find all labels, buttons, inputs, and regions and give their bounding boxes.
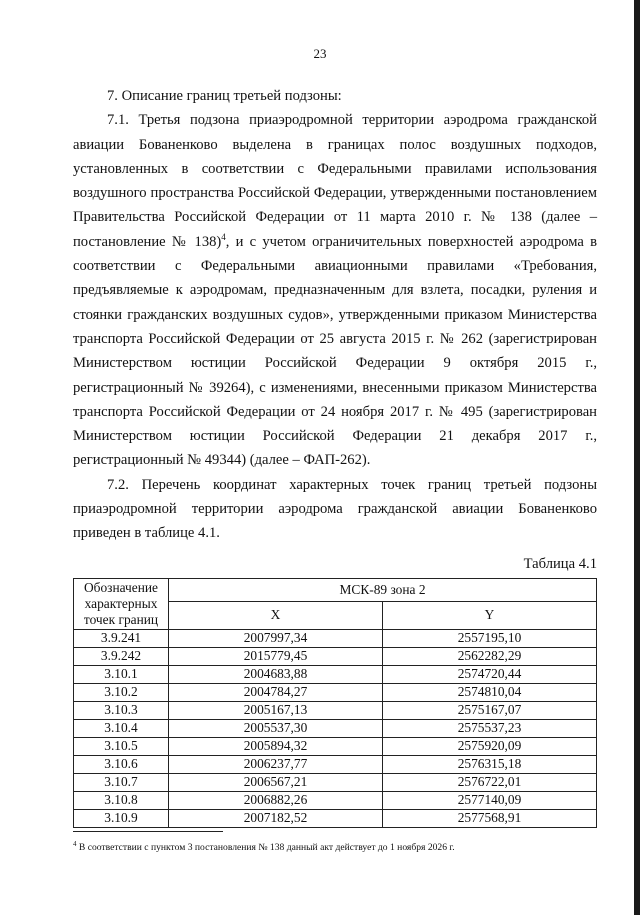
cell-y: 2574720,44 [383, 665, 597, 683]
cell-x: 2015779,45 [169, 647, 383, 665]
paragraph-7-1 [73, 108, 597, 472]
cell-point: 3.10.4 [74, 719, 169, 737]
cell-point: 3.9.242 [74, 647, 169, 665]
document-body [73, 84, 597, 828]
table-row [74, 809, 597, 827]
table-row [74, 683, 597, 701]
cell-y: 2576315,18 [383, 755, 597, 773]
header-coordinate-system: МСК-89 зона 2 [169, 578, 597, 601]
cell-y: 2577568,91 [383, 809, 597, 827]
page-number: 23 [313, 46, 327, 61]
paragraph-7-1-continued: , и с учетом ограничительных поверхностей аэродрома в соответствии с Федеральными авиационными правилами «Требования, предъявляемые к аэродромам, предназначенным для взлета, посадки, руления и стоянки гражданских воздушных судов», утвержденными приказом Министерства транспорта Российской Федерации от 25 августа 2015 г. № 262 (зарегистрирован Министерством юстиции Российской Федерации 9 октября 2015 г., регистрационный № 39264), с изменениями, внесенными приказом Министерства транспорта Российской Федерации от 24 ноября 2017 г. № 495 (зарегистрирован Министерством юстиции Российской Федерации 21 декабря 2017 г., регистрационный № 49344) (далее – ФАП-262). [73, 233, 597, 469]
footnote-divider [73, 831, 223, 832]
table-body [74, 629, 597, 827]
table-row [74, 701, 597, 719]
paragraph-7-2: 7.2. Перечень координат характерных точек границ третьей подзоны приаэродромной территории аэродрома гражданской авиации Бованенково приведен в таблице 4.1. [73, 476, 597, 542]
table-row [74, 791, 597, 809]
cell-point: 3.10.6 [74, 755, 169, 773]
cell-point: 3.10.8 [74, 791, 169, 809]
paragraph-7-1-text: 7.1. Третья подзона приаэродромной территории аэродрома гражданской авиации Бованенково выделена в границах полос воздушных подходов, установленных в соответствии с Федеральными правилами использования воздушного пространства Российской Федерации, утвержденными постановлением Правительства Российской Федерации от 11 марта 2010 г. № 138 (далее – постановление № 138) [73, 112, 597, 250]
cell-point: 3.10.7 [74, 773, 169, 791]
table-row [74, 755, 597, 773]
cell-x: 2007182,52 [169, 809, 383, 827]
table-row [74, 773, 597, 791]
header-x: X [169, 601, 383, 629]
cell-y: 2557195,10 [383, 629, 597, 647]
cell-y: 2575167,07 [383, 701, 597, 719]
footnote-marker: 4 [73, 840, 77, 848]
footnote-reference: 4 [221, 231, 226, 242]
table-row [74, 737, 597, 755]
cell-point: 3.10.9 [74, 809, 169, 827]
cell-y: 2575537,23 [383, 719, 597, 737]
cell-x: 2005894,32 [169, 737, 383, 755]
cell-y: 2574810,04 [383, 683, 597, 701]
header-designation: Обозначение характерных точек границ [74, 578, 169, 629]
cell-x: 2004683,88 [169, 665, 383, 683]
cell-x: 2006567,21 [169, 773, 383, 791]
cell-y: 2577140,09 [383, 791, 597, 809]
header-y: Y [383, 601, 597, 629]
coordinates-table [73, 578, 597, 828]
scan-edge [634, 0, 640, 915]
cell-point: 3.10.1 [74, 665, 169, 683]
cell-x: 2004784,27 [169, 683, 383, 701]
cell-y: 2562282,29 [383, 647, 597, 665]
table-caption: Таблица 4.1 [523, 555, 597, 572]
section-heading: 7. Описание границ третьей подзоны: [107, 88, 342, 104]
table-row [74, 719, 597, 737]
cell-y: 2575920,09 [383, 737, 597, 755]
footnote [73, 838, 613, 854]
cell-point: 3.10.5 [74, 737, 169, 755]
cell-x: 2006237,77 [169, 755, 383, 773]
cell-point: 3.9.241 [74, 629, 169, 647]
cell-point: 3.10.2 [74, 683, 169, 701]
cell-x: 2006882,26 [169, 791, 383, 809]
table-row [74, 647, 597, 665]
table-row [74, 665, 597, 683]
cell-y: 2576722,01 [383, 773, 597, 791]
cell-point: 3.10.3 [74, 701, 169, 719]
cell-x: 2005537,30 [169, 719, 383, 737]
cell-x: 2007997,34 [169, 629, 383, 647]
footnote-text: В соответствии с пунктом 3 постановления № 138 данный акт действует до 1 ноября 2026 г. [76, 842, 455, 854]
cell-x: 2005167,13 [169, 701, 383, 719]
table-row [74, 629, 597, 647]
